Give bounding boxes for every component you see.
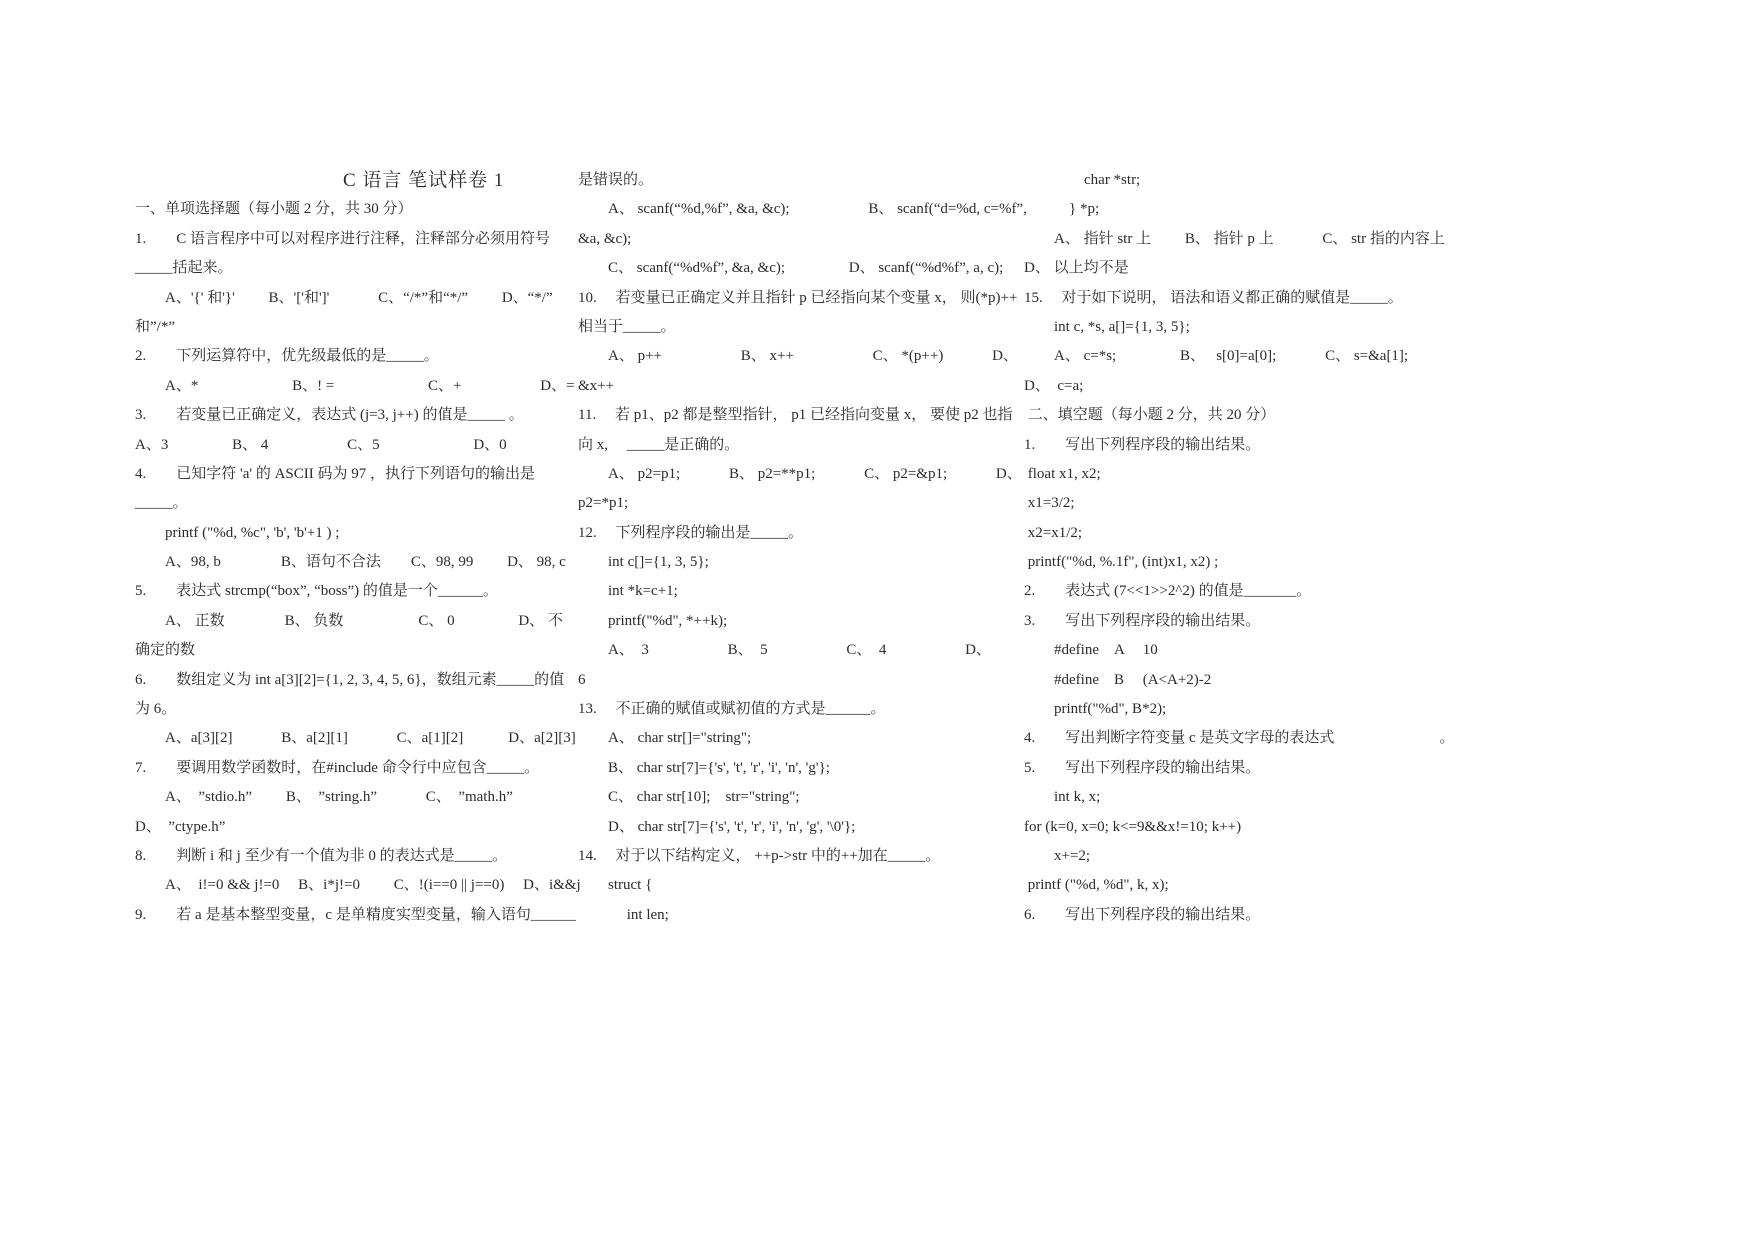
text-line: 相当于_____。: [578, 318, 676, 335]
text-line: float x1, x2;: [1024, 465, 1101, 482]
text-line: x2=x1/2;: [1024, 524, 1083, 541]
text-line: int *k=c+1;: [578, 583, 678, 600]
text-line: A、 char str[]="string";: [578, 730, 752, 747]
text-line: 5. 写出下列程序段的输出结果。: [1024, 759, 1261, 776]
text-line: 13. 不正确的赋值或赋初值的方式是______。: [578, 701, 886, 718]
text-line: 3. 若变量已正确定义，表达式 (j=3, j++) 的值是_____ 。: [135, 407, 524, 424]
text-line: A、 正数 B、 负数 C、 0 D、 不: [135, 612, 563, 629]
text-line: A、a[3][2] B、a[2][1] C、a[1][2] D、a[2][3]: [135, 730, 576, 747]
text-line: 6. 数组定义为 int a[3][2]={1, 2, 3, 4, 5, 6}，数组元素_____的值: [135, 671, 565, 688]
text-line: 14. 对于以下结构定义， ++p->str 中的++加在_____。: [578, 847, 941, 864]
text-line: 2. 表达式 (7<<1>>2^2) 的值是_______。: [1024, 583, 1312, 600]
text-line: 15. 对于如下说明， 语法和语义都正确的赋值是_____。: [1024, 289, 1403, 306]
text-line: 和”/*”: [135, 318, 175, 335]
text-line: _____。: [135, 495, 188, 512]
text-line: B、 char str[7]={'s', 't', 'r', 'i', 'n', 'g'};: [578, 759, 830, 776]
text-line: struct {: [578, 877, 653, 894]
text-line: 是错误的。: [578, 172, 654, 188]
text-line: 11. 若 p1、p2 都是整型指针， p1 已经指向变量 x， 要使 p2 也指: [578, 407, 1013, 424]
document-title: C 语言 笔试样卷 1: [343, 170, 505, 191]
text-line: printf("%d", *++k);: [578, 612, 728, 629]
text-line: A、 scanf(“%d,%f”, &a, &c); B、 scanf(“d=%d, c=%f”,: [578, 201, 1027, 218]
text-line: &a, &c);: [578, 230, 632, 247]
text-line: } *p;: [1024, 201, 1100, 218]
text-line: x1=3/2;: [1024, 495, 1075, 512]
text-line: C、 char str[10]; str="string";: [578, 789, 800, 806]
text-line: A、98, b B、语句不合法 C、98, 99 D、 98, c: [135, 554, 566, 571]
text-line: &x++: [578, 377, 615, 394]
text-line: printf("%d", B*2);: [1024, 701, 1167, 718]
text-line: A、'{' 和'}' B、'['和']' C、“/*”和“*/” D、“*/”: [135, 289, 553, 306]
text-line: 7. 要调用数学函数时，在#include 命令行中应包含_____。: [135, 759, 540, 776]
text-line: int k, x;: [1024, 789, 1101, 806]
text-line: char *str;: [1024, 172, 1141, 188]
text-line: 6: [578, 671, 586, 688]
text-line: A、3 B、 4 C、5 D、0: [135, 436, 507, 453]
text-line: 二、填空题（每小题 2 分，共 20 分）: [1024, 407, 1276, 424]
text-line: D、 char str[7]={'s', 't', 'r', 'i', 'n', 'g', '\0'};: [578, 818, 856, 835]
text-line: 5. 表达式 strcmp(“box”, “boss”) 的值是一个______。: [135, 583, 498, 600]
text-line: x+=2;: [1024, 847, 1091, 864]
text-line: for (k=0, x=0; k<=9&&x!=10; k++): [1024, 818, 1242, 835]
text-line: 确定的数: [135, 642, 196, 659]
text-line: 为 6。: [135, 701, 177, 718]
text-line: A、 指针 str 上 B、 指针 p 上 C、 str 指的内容上: [1024, 230, 1445, 247]
text-line: 12. 下列程序段的输出是_____。: [578, 524, 804, 541]
text-line: 一、单项选择题（每小题 2 分，共 30 分）: [135, 201, 413, 218]
text-line: 10. 若变量已正确定义并且指针 p 已经指向某个变量 x， 则(*p)++: [578, 289, 1018, 306]
text-line: printf("%d, %.1f", (int)x1, x2) ;: [1024, 554, 1219, 571]
text-line: A、 ”stdio.h” B、 ”string.h” C、 ”math.h”: [135, 789, 513, 806]
text-line: 向 x, _____是正确的。: [578, 436, 740, 453]
text-line: int len;: [578, 906, 669, 923]
text-line: p2=*p1;: [578, 495, 629, 512]
text-line: #define B (A<A+2)-2: [1024, 671, 1212, 688]
text-line: 1. 写出下列程序段的输出结果。: [1024, 436, 1261, 453]
text-line: printf ("%d, %c", 'b', 'b'+1 ) ;: [135, 524, 340, 541]
text-line: 9. 若 a 是基本整型变量，c 是单精度实型变量，输入语句______: [135, 906, 576, 923]
column-3: [1024, 166, 1472, 930]
text-line: 1. C 语言程序中可以对程序进行注释，注释部分必须用符号: [135, 230, 551, 247]
text-line: printf ("%d, %d", k, x);: [1024, 877, 1169, 894]
text-line: 2. 下列运算符中，优先级最低的是_____。: [135, 348, 439, 365]
text-line: C、 scanf(“%d%f”, &a, &c); D、 scanf(“%d%f”, a, c);: [578, 260, 1004, 277]
text-line: D、 ”ctype.h”: [135, 818, 226, 835]
text-line: A、* B、! = C、+ D、=: [135, 377, 575, 394]
text-line: 4. 已知字符 'a' 的 ASCII 码为 97 ，执行下列语句的输出是: [135, 465, 535, 482]
text-line: int c[]={1, 3, 5};: [578, 554, 709, 571]
text-line: 4. 写出判断字符变量 c 是英文字母的表达式 。: [1024, 730, 1455, 747]
text-line: D、 以上均不是: [1024, 260, 1129, 277]
text-line: A、 i!=0 && j!=0 B、i*j!=0 C、!(i==0 || j==0) D、i&&j: [135, 877, 581, 894]
column-1: [135, 166, 583, 930]
text-line: 8. 判断 i 和 j 至少有一个值为非 0 的表达式是_____。: [135, 847, 508, 864]
text-line: _____括起来。: [135, 260, 233, 277]
text-line: A、 p2=p1; B、 p2=**p1; C、 p2=&p1; D、: [578, 465, 1022, 482]
text-line: A、 c=*s; B、 s[0]=a[0]; C、 s=&a[1];: [1024, 348, 1409, 365]
text-line: D、 c=a;: [1024, 377, 1084, 394]
text-line: 6. 写出下列程序段的输出结果。: [1024, 906, 1261, 923]
text-line: A、 p++ B、 x++ C、 *(p++) D、: [578, 348, 1018, 365]
text-line: A、 3 B、 5 C、 4 D、: [578, 642, 991, 659]
column-2: [578, 166, 1026, 930]
text-line: int c, *s, a[]={1, 3, 5};: [1024, 318, 1190, 335]
text-line: #define A 10: [1024, 642, 1158, 659]
text-line: 3. 写出下列程序段的输出结果。: [1024, 612, 1261, 629]
